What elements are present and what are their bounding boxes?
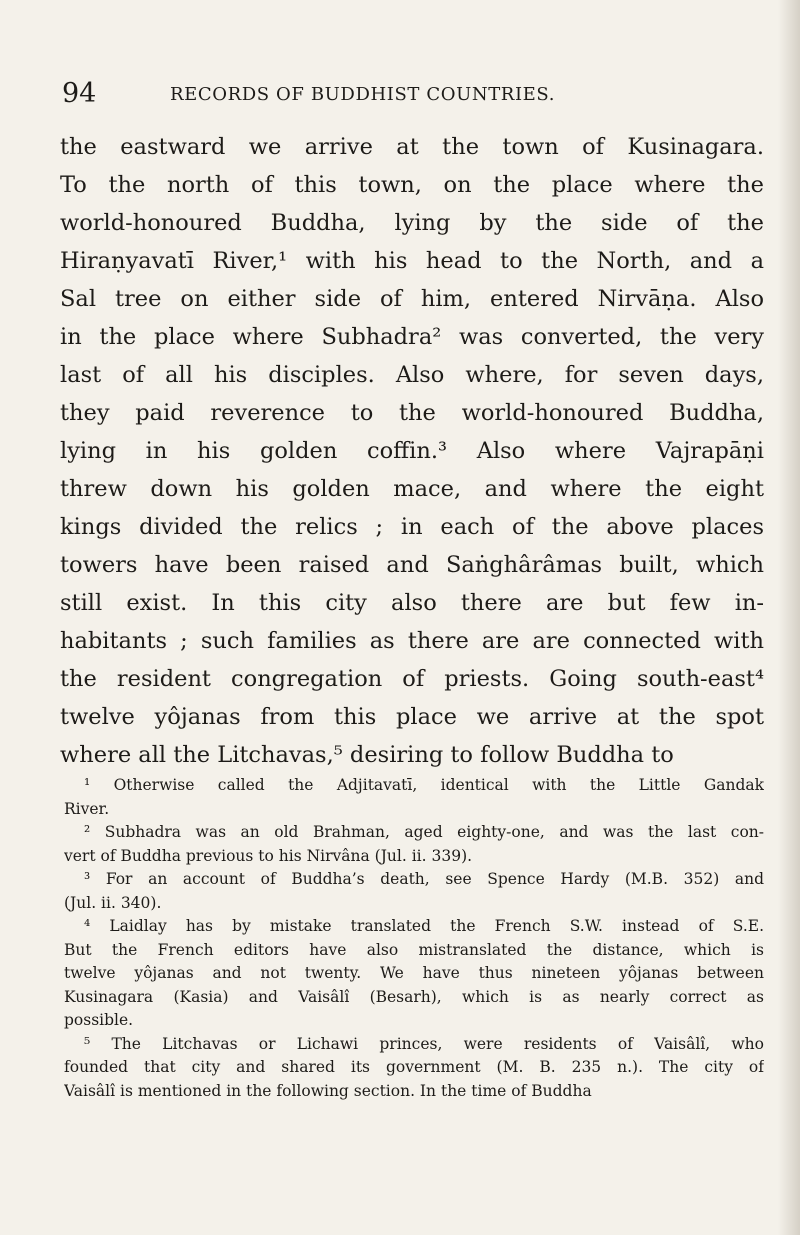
footnote-line: ³ For an account of Buddha’s death, see Spence Hardy (M.B. 352) and [84,870,764,888]
text-line: Hiraṇyavatī River,¹ with his head to the North, and a [60,248,764,274]
footnote-line: Vaisâlî is mentioned in the following section. In the time of Buddha [64,1081,592,1100]
text-line: last of all his disciples. Also where, for seven days, [60,362,764,388]
text-line: world-honoured Buddha, lying by the side of the [60,210,764,236]
footnote-line: ⁴ Laidlay has by mistake translated the French S.W. instead of S.E. [84,917,764,935]
main-text [60,128,764,774]
footnote-line: ¹ Otherwise called the Adjitavatī, identical with the Little Gandak [84,776,764,794]
text-line: twelve yôjanas from this place we arrive at the spot [60,704,764,730]
text-line: the eastward we arrive at the town of Kusinagara. [60,134,764,160]
footnote-line: But the French editors have also mistranslated the distance, which is [64,940,764,959]
text-line: kings divided the relics ; in each of the above places [60,514,764,540]
text-line: Sal tree on either side of him, entered Nirvāṇa. Also [60,286,764,312]
footnote-line: possible. [64,1011,134,1029]
text-line: they paid reverence to the world-honoured Buddha, [60,400,764,426]
footnote-line: founded that city and shared its government (M. B. 235 n.). The city of [64,1058,764,1076]
footnotes [64,774,764,1103]
running-title: RECORDS OF BUDDHIST COUNTRIES. [170,84,556,105]
footnote-line: (Jul. ii. 340). [64,893,162,912]
page-header [62,78,762,110]
text-line: lying in his golden coffin.³ Also where Vajrapāṇi [60,438,764,464]
text-line: in the place where Subhadra² was converted, the very [60,324,764,350]
text-line: habitants ; such families as there are are connected with [60,628,764,654]
text-line: where all the Litchavas,⁵ desiring to follow Buddha to [60,742,674,768]
text-line: towers have been raised and Saṅghârâmas built, which [60,552,764,578]
footnote-line: ⁵ The Litchavas or Lichawi princes, were residents of Vaisâlî, who [84,1034,764,1053]
text-line: threw down his golden mace, and where the eight [60,476,764,502]
page-edge-shadow [778,0,800,1235]
footnote-line: vert of Buddha previous to his Nirvâna (Jul. ii. 339). [64,846,473,865]
text-line: still exist. In this city also there are but few in- [60,590,764,616]
text-line: the resident congregation of priests. Going south-east⁴ [60,666,764,692]
footnote-line: Kusinagara (Kasia) and Vaisâlî (Besarh), which is as nearly correct as [64,987,764,1006]
page-number: 94 [62,78,97,109]
footnote-line: twelve yôjanas and not twenty. We have thus nineteen yôjanas between [64,964,764,982]
footnote-line: River. [64,799,110,818]
footnote-line: ² Subhadra was an old Brahman, aged eighty-one, and was the last con- [84,823,764,841]
text-line: To the north of this town, on the place where the [60,172,764,198]
